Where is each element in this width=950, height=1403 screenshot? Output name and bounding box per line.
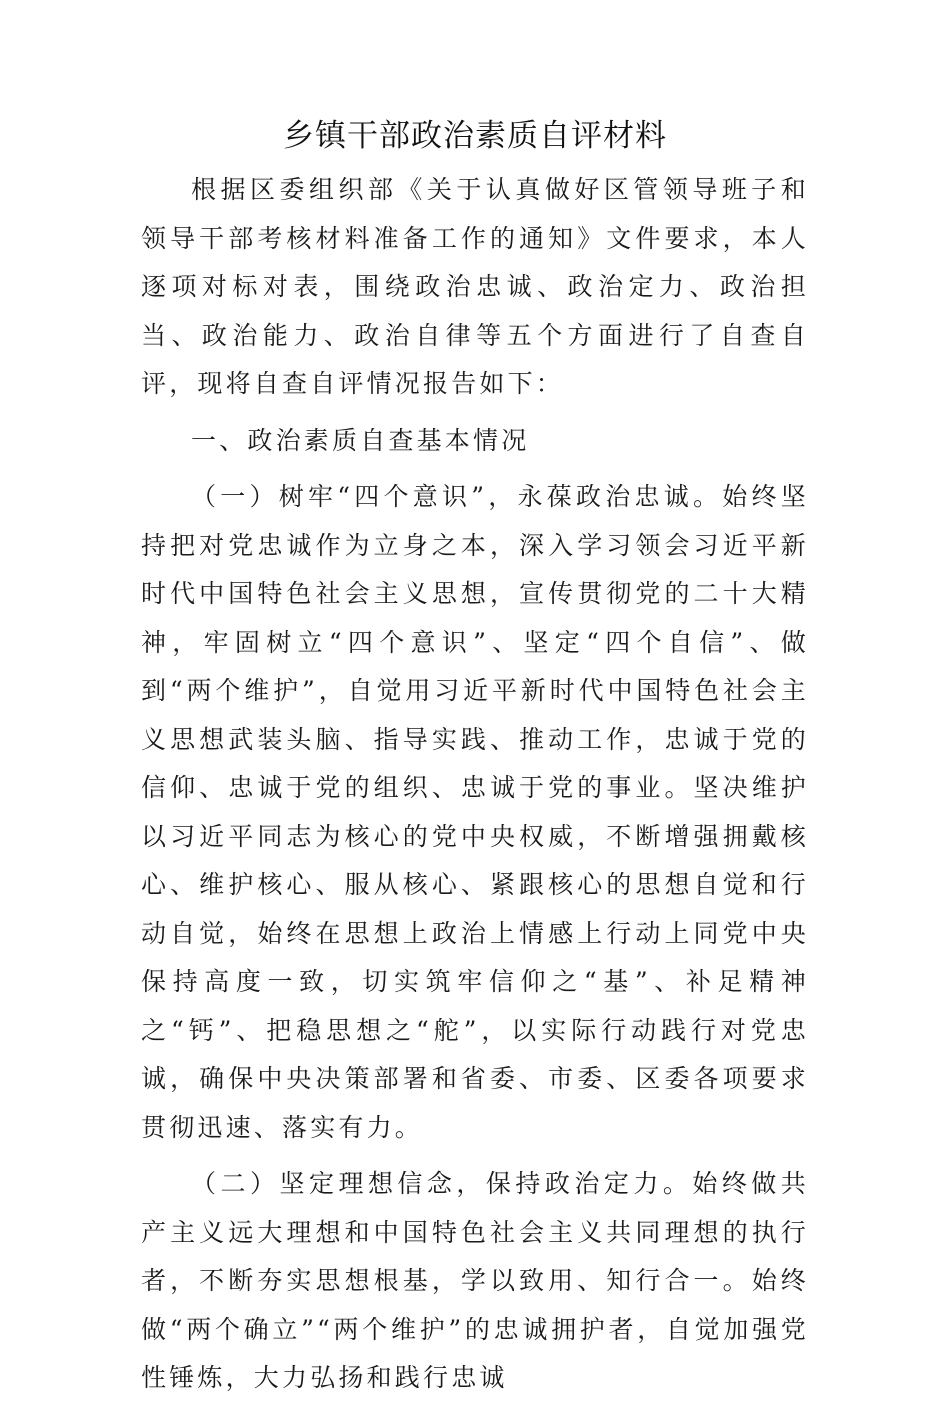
document-title: 乡镇干部政治素质自评材料 xyxy=(283,118,667,154)
paragraph-spacer xyxy=(141,465,809,473)
intro-paragraph: 根据区委组织部《关于认真做好区管领导班子和领导干部考核材料准备工作的通知》文件要求，本人逐项对标对表，围绕政治忠诚、政治定力、政治担当、政治能力、政治自律等五个方面进行了自查自评，现将自查自评情况报告如下： xyxy=(141,175,809,398)
section-heading: 一、政治素质自查基本情况 xyxy=(191,425,530,455)
section-2-paragraph: （二）坚定理想信念，保持政治定力。始终做共产主义远大理想和中国特色社会主义共同理想的执行者，不断夯实思想根基，学以致用、知行合一。始终做“两个确立”“两个维护”的忠诚拥护者，自觉加强党性锤炼，大力弘扬和践行忠诚 xyxy=(141,1169,809,1392)
paragraph-spacer xyxy=(141,409,809,417)
document-body xyxy=(141,166,809,1403)
paragraph-spacer xyxy=(141,1152,809,1160)
section-1-paragraph: （一）树牢“四个意识”，永葆政治忠诚。始终坚持把对党忠诚作为立身之本，深入学习领会习近平新时代中国特色社会主义思想，宣传贯彻党的二十大精神，牢固树立“四个意识”、坚定“四个自信”、做到“两个维护”，自觉用习近平新时代中国特色社会主义思想武装头脑、指导实践、推动工作，忠诚于党的信仰、忠诚于党的组织、忠诚于党的事业。坚决维护以习近平同志为核心的党中央权威，不断增强拥戴核心、维护核心、服从核心、紧跟核心的思想自觉和行动自觉，始终在思想上政治上情感上行动上同党中央保持高度一致，切实筑牢信仰之“基”、补足精神之“钙”、把稳思想之“舵”，以实际行动践行对党忠诚，确保中央决策部署和省委、市委、区委各项要求贯彻迅速、落实有力。 xyxy=(141,482,809,1142)
